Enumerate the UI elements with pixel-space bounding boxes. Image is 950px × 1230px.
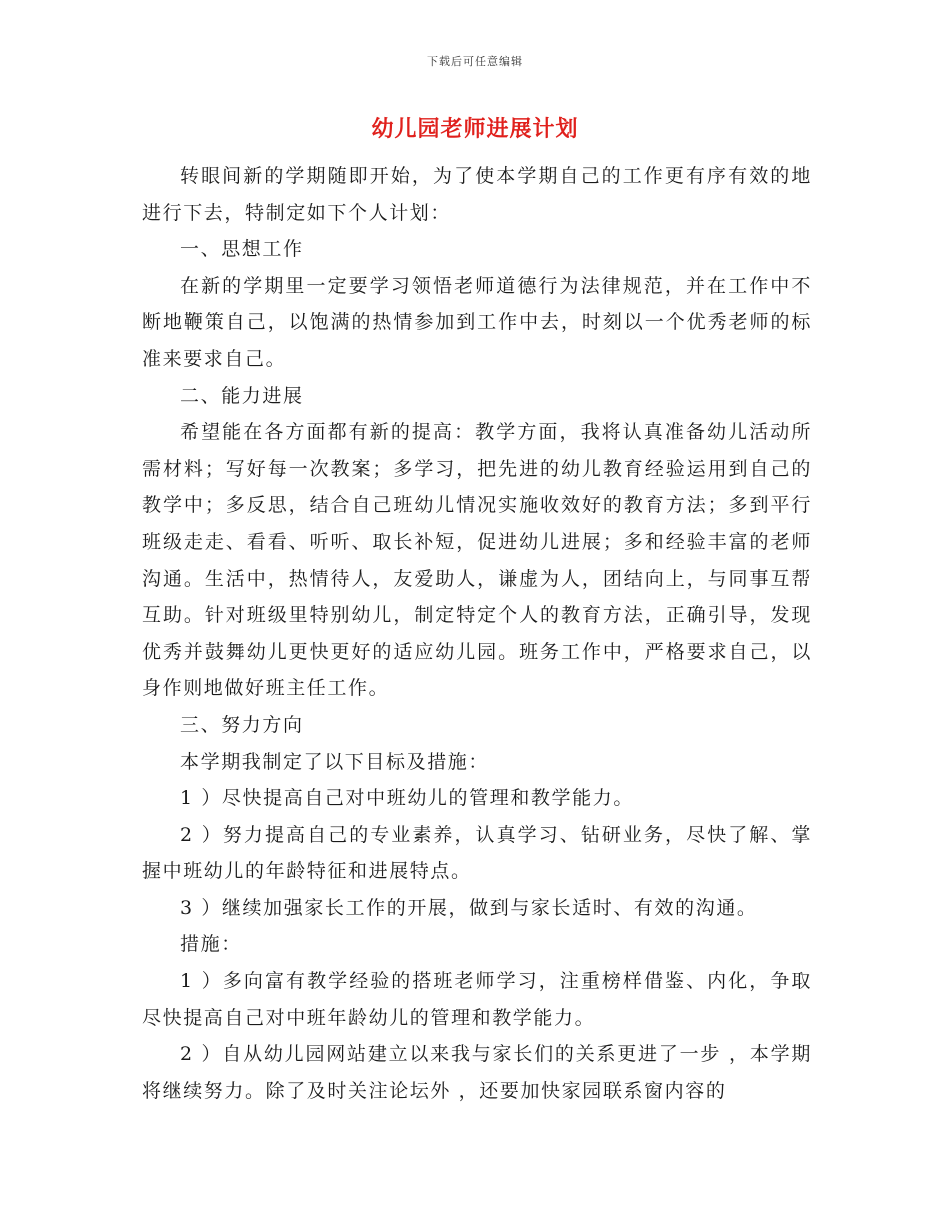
heading-ideology-work: 一、思想工作 bbox=[180, 238, 304, 261]
list-item-measure-1: 1 ）多向富有教学经验的搭班老师学习，注重榜样借鉴、内化，争取尽快提高自己对中班年龄幼儿的管理和教学能力。 bbox=[142, 970, 812, 1029]
list-item-goal-3: 3 ）继续加强家长工作的开展，做到与家长适时、有效的沟通。 bbox=[180, 896, 758, 919]
list-item-goal-2: 2 ）努力提高自己的专业素养，认真学习、钻研业务，尽快了解、掌握中班幼儿的年龄特征和进展特点。 bbox=[142, 823, 812, 883]
paragraph-goals-intro: 本学期我制定了以下目标及措施： bbox=[180, 750, 490, 773]
document-body bbox=[142, 158, 812, 1109]
list-item-measure-2: 2 ）自从幼儿园网站建立以来我与家长们的关系更进了一步 ，本学期将继续努力。除了及时关注论坛外 ，还要加快家园联系窗内容的 bbox=[142, 1043, 812, 1102]
paragraph-ability-development: 希望能在各方面都有新的提高：教学方面，我将认真准备幼儿活动所需材料；写好每一次教案；多学习，把先进的幼儿教育经验运用到自己的教学中；多反思，结合自己班幼儿情况实施收效好的教育方法；多到平行班级走走、看看、听听、取长补短，促进幼儿进展；多和经验丰富的老师沟通。生活中，热情待人，友爱助人，谦虚为人，团结向上，与同事互帮互助。针对班级里特别幼儿，制定特定个人的教育方法，正确引导，发现优秀并鼓舞幼儿更快更好的适应幼儿园。班务工作中，严格要求自己，以身作则地做好班主任工作。 bbox=[142, 421, 812, 700]
document-title: 幼儿园老师进展计划 bbox=[371, 116, 579, 142]
paragraph-ideology-work: 在新的学期里一定要学习领悟老师道德行为法律规范，并在工作中不断地鞭策自己，以饱满的热情参加到工作中去，时刻以一个优秀老师的标准来要求自己。 bbox=[142, 274, 812, 370]
page-header-note: 下载后可任意编辑 bbox=[427, 55, 523, 68]
heading-measures: 措施： bbox=[180, 933, 242, 956]
heading-effort-direction: 三、努力方向 bbox=[180, 713, 304, 736]
paragraph-intro: 转眼间新的学期随即开始，为了使本学期自己的工作更有序有效的地进行下去，特制定如下个人计划： bbox=[142, 165, 812, 224]
list-item-goal-1: 1 ）尽快提高自己对中班幼儿的管理和教学能力。 bbox=[180, 787, 634, 810]
heading-ability-development: 二、能力进展 bbox=[180, 384, 304, 407]
